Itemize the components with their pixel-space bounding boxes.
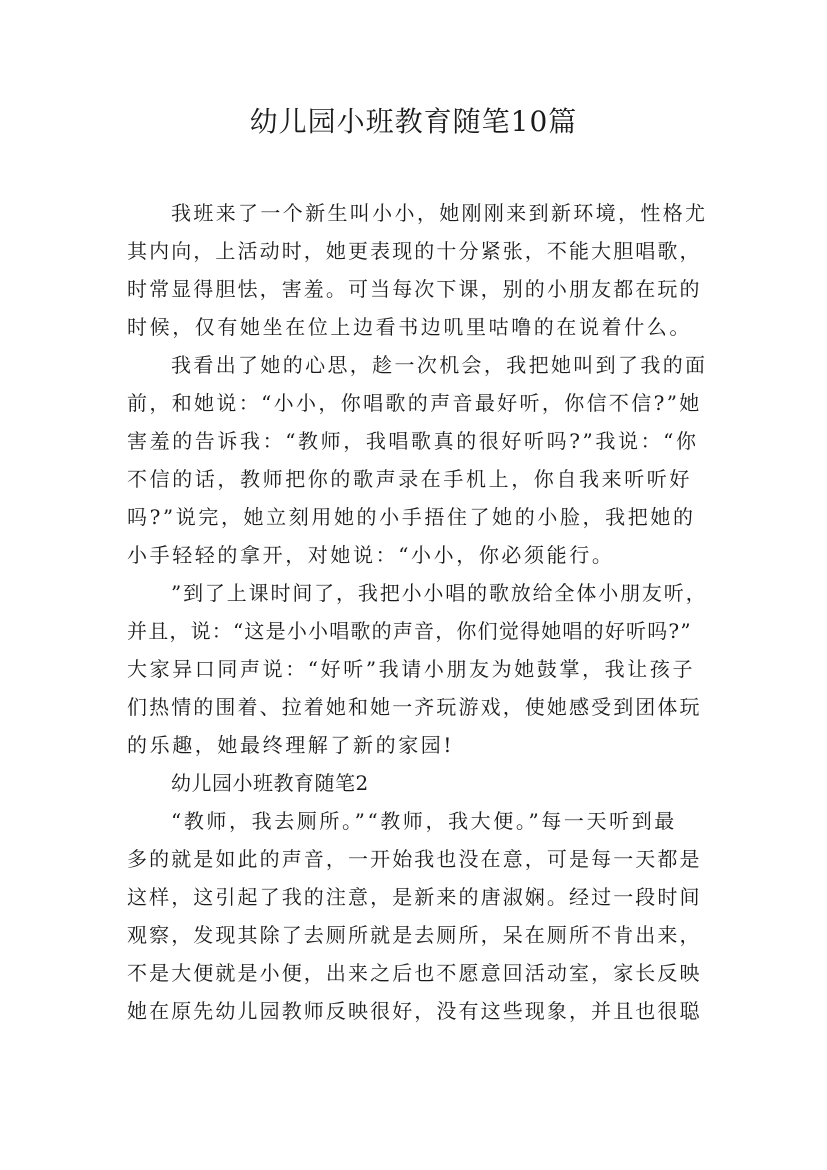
paragraph-line: 不是大便就是小便，出来之后也不愿意回活动室，家长反映 [127,961,702,985]
paragraph-line: 的乐趣，她最终理解了新的家园! [127,733,455,757]
paragraph-line: 时候，仅有她坐在位上边看书边叽里咕噜的在说着什么。 [127,315,692,339]
paragraph-line: 并且，说：“这是小小唱歌的声音，你们觉得她唱的好听吗?” [127,619,692,643]
paragraph-line: 害羞的告诉我：“教师，我唱歌真的很好听吗?”我说：“你 [127,429,699,453]
paragraph-line: ”到了上课时间了，我把小小唱的歌放给全体小朋友听， [171,581,708,605]
paragraph-line: “教师，我去厕所。”“教师，我大便。”每一天听到最 [171,809,677,833]
paragraph-line: 她在原先幼儿园教师反映很好，没有这些现象，并且也很聪 [127,999,702,1023]
paragraph-line: 吗?”说完，她立刻用她的小手捂住了她的小脸，我把她的 [127,505,696,529]
paragraph-line: 时常显得胆怯，害羞。可当每次下课，别的小朋友都在玩的 [127,277,702,301]
paragraph-line: 我看出了她的心思，趁一次机会，我把她叫到了我的面 [171,353,708,377]
paragraph-line: 这样，这引起了我的注意，是新来的唐淑娴。经过一段时间 [127,885,702,909]
paragraph-line: 观察，发现其除了去厕所就是去厕所，呆在厕所不肯出来， [127,923,702,947]
paragraph-line: 其内向，上活动时，她更表现的十分紧张，不能大胆唱歌， [127,239,702,263]
paragraph-line: 多的就是如此的声音，一开始我也没在意，可是每一天都是 [127,847,702,871]
paragraph-line: 大家异口同声说：“好听”我请小朋友为她鼓掌，我让孩子 [127,657,696,681]
paragraph-line: 我班来了一个新生叫小小，她刚刚来到新环境，性格尤 [171,201,708,225]
paragraph-line: 们热情的围着、拉着她和她一齐玩游戏，使她感受到团体玩 [127,695,702,719]
section-heading: 幼儿园小班教育随笔2 [171,771,369,795]
paragraph-line: 小手轻轻的拿开，对她说：“小小，你必须能行。 [127,543,615,567]
document-title: 幼儿园小班教育随笔10篇 [249,105,578,138]
paragraph-line: 不信的话，教师把你的歌声录在手机上，你自我来听听好 [127,467,692,491]
paragraph-line: 前，和她说：“小小，你唱歌的声音最好听，你信不信?”她 [127,391,702,415]
document-body [127,194,707,1030]
